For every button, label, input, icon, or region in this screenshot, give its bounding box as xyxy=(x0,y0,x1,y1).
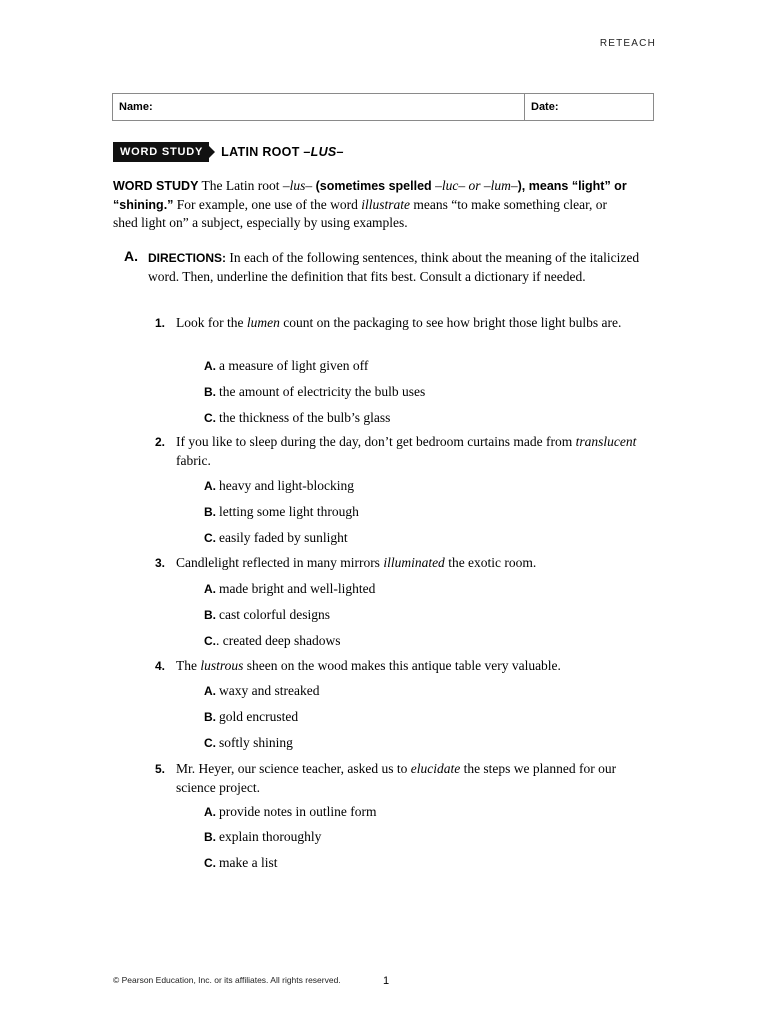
intro-text: The Latin root xyxy=(198,178,283,193)
answer-option[interactable] xyxy=(204,503,359,521)
question-text xyxy=(176,760,652,797)
option-letter: C. xyxy=(204,736,216,750)
question-word: lumen xyxy=(246,315,280,330)
option-text: explain thoroughly xyxy=(219,829,322,844)
intro-text: ), means “light” or “shining.” xyxy=(113,179,627,212)
intro-paragraph xyxy=(113,177,633,233)
answer-option[interactable] xyxy=(204,606,330,624)
option-letter: A. xyxy=(204,359,216,373)
answer-option[interactable] xyxy=(204,734,293,752)
option-letter: C. xyxy=(204,411,216,425)
word-study-title xyxy=(221,145,344,159)
question-text-part: the exotic room. xyxy=(444,555,537,570)
answer-option[interactable] xyxy=(204,580,375,598)
answer-option[interactable] xyxy=(204,803,376,821)
name-label: Name: xyxy=(119,101,153,113)
date-label: Date: xyxy=(531,101,559,113)
question-word: illuminated xyxy=(383,555,445,570)
intro-lead: WORD STUDY xyxy=(113,179,199,193)
question-number: 3. xyxy=(155,556,166,570)
question-text-part: Candlelight reflected in many mirrors xyxy=(176,555,384,570)
directions-label: DIRECTIONS: xyxy=(148,251,226,265)
option-text: the thickness of the bulb’s glass xyxy=(219,410,391,425)
question-text-part: Mr. Heyer, our science teacher, asked us to xyxy=(176,761,411,776)
option-text: heavy and light-blocking xyxy=(219,478,354,493)
question-number: 4. xyxy=(155,659,166,673)
answer-option[interactable] xyxy=(204,632,340,650)
intro-text: (sometimes spelled xyxy=(312,179,436,193)
intro-text: means “to make something clear, or shed light on” a subject, especially by using examples. xyxy=(113,196,608,230)
question-text xyxy=(176,433,652,470)
answer-option[interactable] xyxy=(204,409,390,427)
intro-root: –lus– xyxy=(282,178,313,193)
copyright-notice: © Pearson Education, Inc. or its affiliates. All rights reserved. xyxy=(113,975,341,985)
option-letter: A. xyxy=(204,684,216,698)
section-a-letter: A. xyxy=(124,248,138,264)
answer-option[interactable] xyxy=(204,357,368,375)
option-letter: B. xyxy=(204,608,216,622)
question-text-part: If you like to sleep during the day, don’t get bedroom curtains made from xyxy=(176,434,576,449)
tag-arrow-icon xyxy=(209,146,215,158)
date-field[interactable] xyxy=(525,94,653,120)
option-text: provide notes in outline form xyxy=(219,804,377,819)
word-study-heading xyxy=(113,142,344,162)
answer-option[interactable] xyxy=(204,383,425,401)
directions xyxy=(148,249,648,286)
page-number: 1 xyxy=(383,975,390,987)
name-date-box xyxy=(112,93,654,121)
answer-option[interactable] xyxy=(204,854,277,872)
question-number: 5. xyxy=(155,762,166,776)
option-text: letting some light through xyxy=(219,504,359,519)
intro-text: For example, one use of the word xyxy=(173,196,362,212)
question-text-part: Look for the xyxy=(176,315,247,330)
option-letter: C. xyxy=(204,531,216,545)
option-letter: B. xyxy=(204,710,216,724)
option-letter: B. xyxy=(204,505,216,519)
option-text: easily faded by sunlight xyxy=(219,530,348,545)
answer-option[interactable] xyxy=(204,828,321,846)
option-text: waxy and streaked xyxy=(219,683,320,698)
option-text: softly shining xyxy=(219,735,293,750)
intro-example-word: illustrate xyxy=(361,196,411,212)
option-text: cast colorful designs xyxy=(219,607,330,622)
title-prefix: LATIN ROOT xyxy=(221,145,304,159)
title-root: –LUS– xyxy=(303,145,344,159)
name-field[interactable] xyxy=(113,94,525,120)
option-letter: B. xyxy=(204,830,216,844)
answer-option[interactable] xyxy=(204,477,354,495)
question-text-part: count on the packaging to see how bright those light bulbs are. xyxy=(279,315,622,330)
answer-option[interactable] xyxy=(204,682,319,700)
option-letter: C. xyxy=(204,856,216,870)
question-word: translucent xyxy=(575,434,637,449)
option-letter: A. xyxy=(204,805,216,819)
question-text-part: The xyxy=(176,658,201,673)
question-text xyxy=(176,657,652,676)
question-text xyxy=(176,314,652,333)
page-header-label: RETEACH xyxy=(599,38,656,49)
answer-option[interactable] xyxy=(204,529,348,547)
option-text: make a list xyxy=(219,855,278,870)
question-word: lustrous xyxy=(200,658,244,673)
directions-text: In each of the following sentences, think about the meaning of the italicized word. Then, underline the definition that fits best. Consult a dictionary if needed. xyxy=(148,250,640,284)
option-letter: C. xyxy=(204,634,216,648)
option-text: gold encrusted xyxy=(219,709,299,724)
option-letter: B. xyxy=(204,385,216,399)
option-text: a measure of light given off xyxy=(219,358,369,373)
question-word: elucidate xyxy=(410,761,461,776)
question-text xyxy=(176,554,652,573)
question-text-part: sheen on the wood makes this antique table very valuable. xyxy=(243,658,561,673)
word-study-tag: WORD STUDY xyxy=(113,142,209,162)
intro-root-variants: –luc– or –lum– xyxy=(435,178,518,193)
option-text: . created deep shadows xyxy=(216,633,341,648)
option-letter: A. xyxy=(204,479,216,493)
question-number: 1. xyxy=(155,316,166,330)
answer-option[interactable] xyxy=(204,708,298,726)
question-text-part: the steps we planned for our science project. xyxy=(176,761,617,795)
question-number: 2. xyxy=(155,435,166,449)
question-text-part: fabric. xyxy=(176,452,211,468)
option-letter: A. xyxy=(204,582,216,596)
option-text: the amount of electricity the bulb uses xyxy=(219,384,426,399)
option-text: made bright and well-lighted xyxy=(219,581,376,596)
